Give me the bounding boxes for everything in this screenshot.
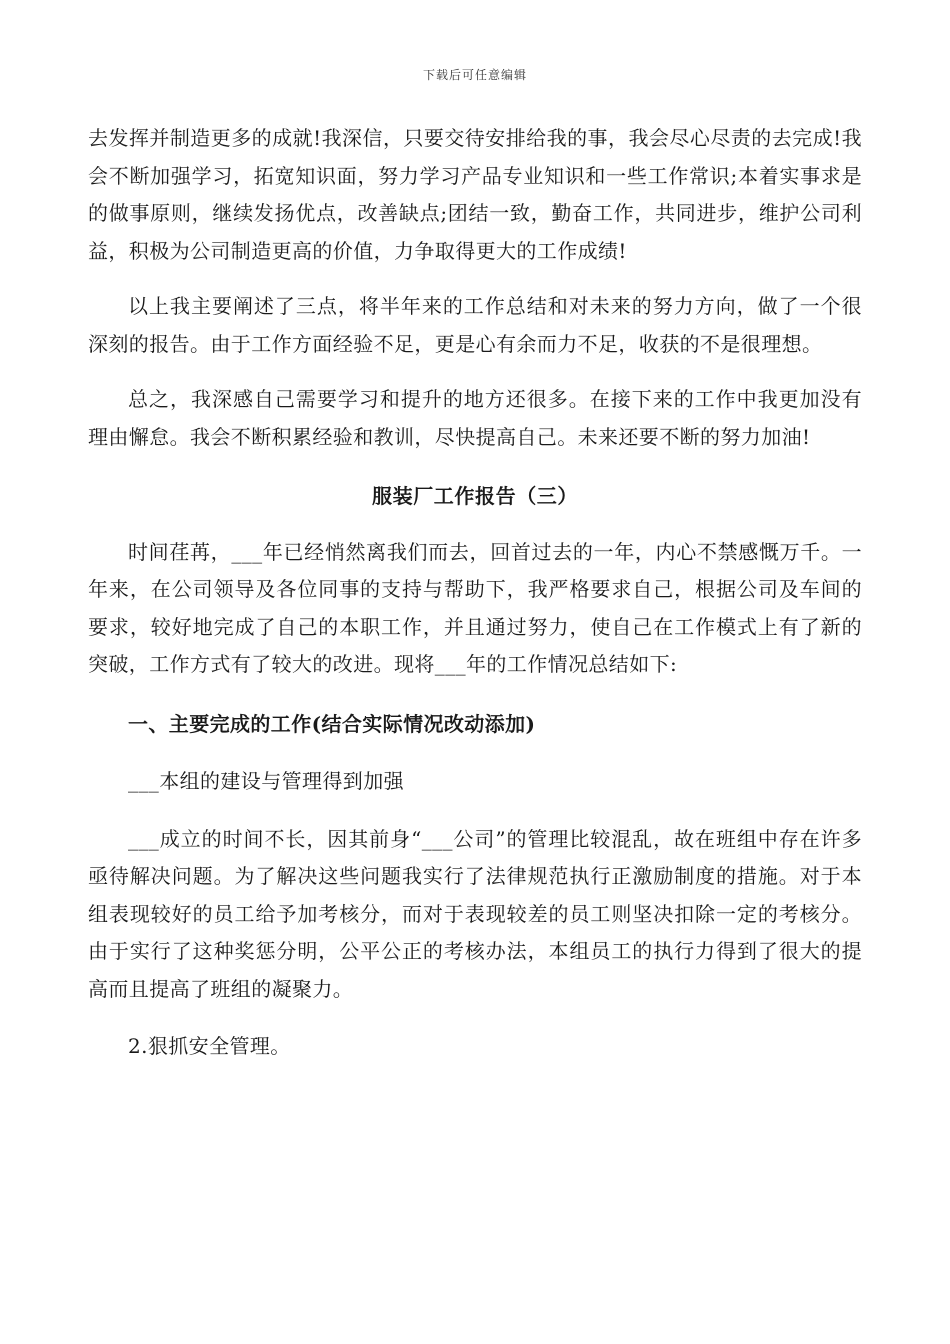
- paragraph-team-management: ___成立的时间不长，因其前身“___公司”的管理比较混乱，故在班组中存在许多亟待解决问题。为了解决这些问题我实行了法律规范执行正激励制度的措施。对于本组表现较好的员工给予加考核分，而对于表现较差的员工则坚决扣除一定的考核分。由于实行了这种奖惩分明，公平公正的考核办法，本组员工的执行力得到了很大的提高而且提高了班组的凝聚力。: [88, 826, 862, 1001]
- page-header-note: 下载后可任意编辑: [422, 68, 527, 82]
- document-body: [88, 120, 862, 1066]
- report-title: 服装厂工作报告（三）: [372, 484, 578, 508]
- paragraph-conclusion: 总之，我深感自己需要学习和提升的地方还很多。在接下来的工作中我更加没有理由懈怠。我会不断积累经验和教训，尽快提高自己。未来还要不断的努力加油!: [88, 387, 862, 449]
- paragraph-intro: 时间荏苒，___年已经悄然离我们而去，回首过去的一年，内心不禁感慨万千。一年来，在公司领导及各位同事的支持与帮助下，我严格要求自己，根据公司及车间的要求，较好地完成了自己的本职工作，并且通过努力，使自己在工作模式上有了新的突破，工作方式有了较大的改进。现将___年的工作情况总结如下:: [88, 539, 862, 676]
- paragraph-summary-points: 以上我主要阐述了三点，将半年来的工作总结和对未来的努力方向，做了一个很深刻的报告。由于工作方面经验不足，更是心有余而力不足，收获的不是很理想。: [88, 294, 862, 356]
- paragraph-safety: 2.狠抓安全管理。: [128, 1034, 291, 1058]
- paragraph-team-building: ___本组的建设与管理得到加强: [128, 769, 404, 793]
- section-heading-main-work: 一、主要完成的工作(结合实际情况改动添加): [128, 711, 536, 736]
- paragraph-continuation: 去发挥并制造更多的成就!我深信，只要交待安排给我的事，我会尽心尽责的去完成!我会不断加强学习，拓宽知识面，努力学习产品专业知识和一些工作常识;本着实事求是的做事原则，继续发扬优点，改善缺点;团结一致，勤奋工作，共同进步，维护公司利益，积极为公司制造更高的价值，力争取得更大的工作成绩!: [88, 126, 863, 263]
